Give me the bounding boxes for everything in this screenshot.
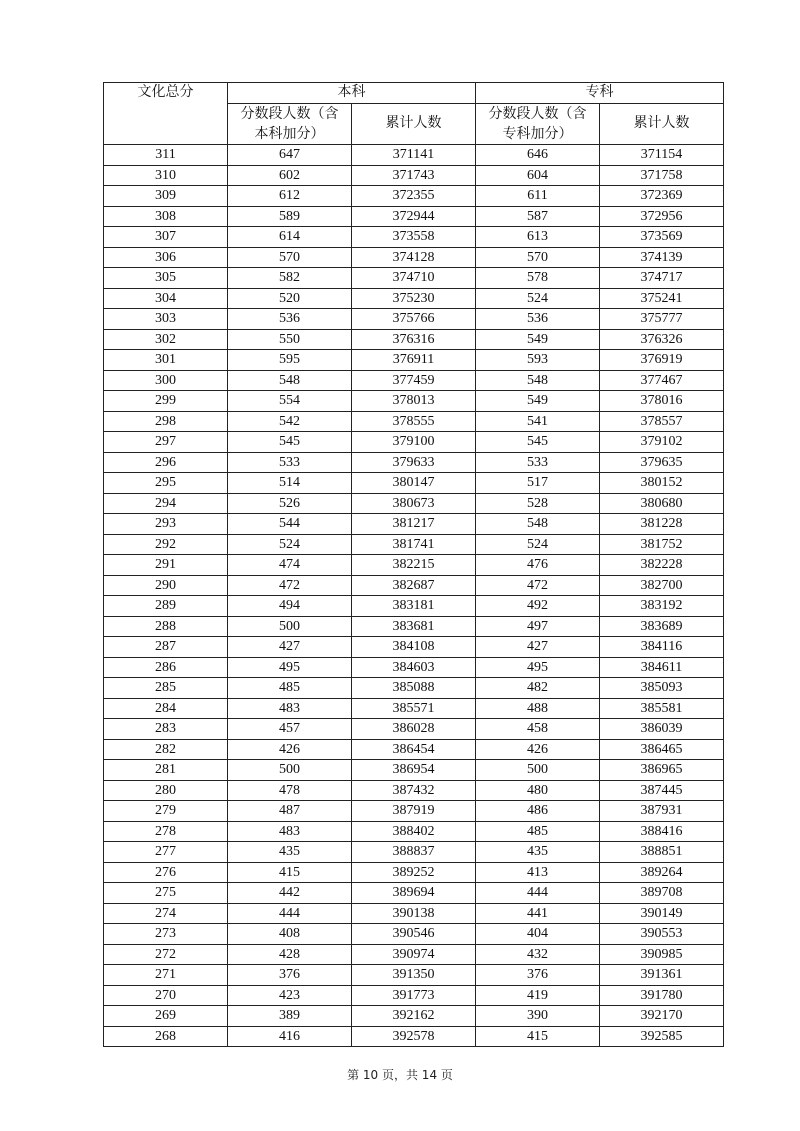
table-row: [104, 473, 724, 494]
zhuanke-count-cell: 497: [476, 616, 600, 637]
benke-cumulative-cell: 386954: [352, 760, 476, 781]
table-row: [104, 309, 724, 330]
benke-count-cell: 423: [228, 985, 352, 1006]
zhuanke-count-cell: 482: [476, 678, 600, 699]
zhuanke-cumulative-cell: 383689: [600, 616, 724, 637]
benke-count-cell: 526: [228, 493, 352, 514]
benke-cumulative-cell: 384603: [352, 657, 476, 678]
header-benke-count-label: 分数段人数（含本科加分）: [240, 105, 339, 142]
benke-count-cell: 483: [228, 821, 352, 842]
page-number: 第 10 页，共 14 页: [347, 1068, 453, 1082]
benke-count-cell: 520: [228, 288, 352, 309]
zhuanke-count-cell: 524: [476, 288, 600, 309]
table-row: [104, 944, 724, 965]
zhuanke-cumulative-cell: 383192: [600, 596, 724, 617]
zhuanke-cumulative-cell: 386039: [600, 719, 724, 740]
benke-cumulative-cell: 382687: [352, 575, 476, 596]
score-cell: 297: [104, 432, 228, 453]
table-row: [104, 452, 724, 473]
benke-count-cell: 533: [228, 452, 352, 473]
benke-cumulative-cell: 378013: [352, 391, 476, 412]
zhuanke-cumulative-cell: 385581: [600, 698, 724, 719]
score-cell: 290: [104, 575, 228, 596]
benke-cumulative-cell: 389694: [352, 883, 476, 904]
zhuanke-cumulative-cell: 390985: [600, 944, 724, 965]
score-cell: 294: [104, 493, 228, 514]
benke-count-cell: 426: [228, 739, 352, 760]
table-row: [104, 965, 724, 986]
table-row: [104, 678, 724, 699]
score-cell: 305: [104, 268, 228, 289]
zhuanke-count-cell: 545: [476, 432, 600, 453]
benke-cumulative-cell: 382215: [352, 555, 476, 576]
benke-count-cell: 494: [228, 596, 352, 617]
benke-cumulative-cell: 373558: [352, 227, 476, 248]
table-row: [104, 268, 724, 289]
zhuanke-count-cell: 486: [476, 801, 600, 822]
benke-cumulative-cell: 375230: [352, 288, 476, 309]
benke-cumulative-cell: 372944: [352, 206, 476, 227]
score-cell: 310: [104, 165, 228, 186]
table-row: [104, 165, 724, 186]
table-row: [104, 391, 724, 412]
score-cell: 295: [104, 473, 228, 494]
header-zhuanke-count: [476, 103, 600, 145]
table-row: [104, 534, 724, 555]
benke-cumulative-cell: 374128: [352, 247, 476, 268]
zhuanke-count-cell: 536: [476, 309, 600, 330]
table-row: [104, 1006, 724, 1027]
benke-count-cell: 483: [228, 698, 352, 719]
score-cell: 279: [104, 801, 228, 822]
benke-count-cell: 542: [228, 411, 352, 432]
zhuanke-cumulative-cell: 377467: [600, 370, 724, 391]
score-cell: 309: [104, 186, 228, 207]
benke-cumulative-cell: 376316: [352, 329, 476, 350]
zhuanke-cumulative-cell: 371758: [600, 165, 724, 186]
header-zhuanke-count-label: 分数段人数（含专科加分）: [488, 105, 587, 142]
benke-count-cell: 595: [228, 350, 352, 371]
score-cell: 308: [104, 206, 228, 227]
zhuanke-count-cell: 444: [476, 883, 600, 904]
table-row: [104, 903, 724, 924]
benke-cumulative-cell: 379100: [352, 432, 476, 453]
benke-cumulative-cell: 381217: [352, 514, 476, 535]
benke-count-cell: 487: [228, 801, 352, 822]
zhuanke-count-cell: 492: [476, 596, 600, 617]
benke-count-cell: 442: [228, 883, 352, 904]
benke-count-cell: 408: [228, 924, 352, 945]
zhuanke-cumulative-cell: 388851: [600, 842, 724, 863]
table-row: [104, 637, 724, 658]
zhuanke-cumulative-cell: 390149: [600, 903, 724, 924]
zhuanke-count-cell: 427: [476, 637, 600, 658]
benke-count-cell: 428: [228, 944, 352, 965]
table-row: [104, 370, 724, 391]
benke-count-cell: 457: [228, 719, 352, 740]
benke-cumulative-cell: 374710: [352, 268, 476, 289]
zhuanke-count-cell: 404: [476, 924, 600, 945]
zhuanke-count-cell: 604: [476, 165, 600, 186]
score-cell: 301: [104, 350, 228, 371]
score-cell: 304: [104, 288, 228, 309]
benke-count-cell: 472: [228, 575, 352, 596]
benke-count-cell: 500: [228, 760, 352, 781]
zhuanke-count-cell: 426: [476, 739, 600, 760]
zhuanke-count-cell: 646: [476, 145, 600, 166]
table-row: [104, 329, 724, 350]
zhuanke-cumulative-cell: 392170: [600, 1006, 724, 1027]
zhuanke-cumulative-cell: 386465: [600, 739, 724, 760]
table-row: [104, 760, 724, 781]
benke-count-cell: 570: [228, 247, 352, 268]
score-cell: 302: [104, 329, 228, 350]
benke-count-cell: 545: [228, 432, 352, 453]
zhuanke-count-cell: 472: [476, 575, 600, 596]
zhuanke-cumulative-cell: 372369: [600, 186, 724, 207]
zhuanke-cumulative-cell: 382700: [600, 575, 724, 596]
benke-cumulative-cell: 383681: [352, 616, 476, 637]
benke-count-cell: 485: [228, 678, 352, 699]
header-benke: 本科: [228, 83, 476, 104]
benke-count-cell: 435: [228, 842, 352, 863]
benke-cumulative-cell: 392162: [352, 1006, 476, 1027]
benke-cumulative-cell: 383181: [352, 596, 476, 617]
score-cell: 281: [104, 760, 228, 781]
table-row: [104, 432, 724, 453]
table-row: [104, 493, 724, 514]
zhuanke-count-cell: 587: [476, 206, 600, 227]
zhuanke-count-cell: 517: [476, 473, 600, 494]
benke-count-cell: 376: [228, 965, 352, 986]
benke-count-cell: 416: [228, 1026, 352, 1047]
zhuanke-count-cell: 376: [476, 965, 600, 986]
zhuanke-cumulative-cell: 388416: [600, 821, 724, 842]
zhuanke-cumulative-cell: 380680: [600, 493, 724, 514]
table-row: [104, 924, 724, 945]
benke-cumulative-cell: 391773: [352, 985, 476, 1006]
benke-cumulative-cell: 388402: [352, 821, 476, 842]
score-cell: 288: [104, 616, 228, 637]
zhuanke-count-cell: 611: [476, 186, 600, 207]
benke-cumulative-cell: 390546: [352, 924, 476, 945]
score-cell: 292: [104, 534, 228, 555]
table-row: [104, 596, 724, 617]
zhuanke-count-cell: 524: [476, 534, 600, 555]
zhuanke-cumulative-cell: 375777: [600, 309, 724, 330]
benke-cumulative-cell: 376911: [352, 350, 476, 371]
zhuanke-cumulative-cell: 375241: [600, 288, 724, 309]
benke-cumulative-cell: 385571: [352, 698, 476, 719]
table-row: [104, 719, 724, 740]
zhuanke-count-cell: 578: [476, 268, 600, 289]
score-cell: 284: [104, 698, 228, 719]
score-cell: 291: [104, 555, 228, 576]
benke-count-cell: 554: [228, 391, 352, 412]
table-row: [104, 247, 724, 268]
zhuanke-count-cell: 549: [476, 329, 600, 350]
zhuanke-count-cell: 432: [476, 944, 600, 965]
benke-cumulative-cell: 387432: [352, 780, 476, 801]
benke-count-cell: 647: [228, 145, 352, 166]
zhuanke-cumulative-cell: 387445: [600, 780, 724, 801]
zhuanke-count-cell: 413: [476, 862, 600, 883]
zhuanke-cumulative-cell: 382228: [600, 555, 724, 576]
header-total-score: 文化总分: [104, 83, 228, 145]
score-cell: 270: [104, 985, 228, 1006]
zhuanke-cumulative-cell: 389264: [600, 862, 724, 883]
benke-count-cell: 415: [228, 862, 352, 883]
zhuanke-cumulative-cell: 374717: [600, 268, 724, 289]
benke-count-cell: 474: [228, 555, 352, 576]
table-row: [104, 801, 724, 822]
zhuanke-cumulative-cell: 380152: [600, 473, 724, 494]
zhuanke-count-cell: 500: [476, 760, 600, 781]
score-cell: 278: [104, 821, 228, 842]
benke-cumulative-cell: 388837: [352, 842, 476, 863]
benke-cumulative-cell: 387919: [352, 801, 476, 822]
table-row: [104, 739, 724, 760]
score-cell: 306: [104, 247, 228, 268]
benke-cumulative-cell: 389252: [352, 862, 476, 883]
table-body: [104, 145, 724, 1047]
zhuanke-count-cell: 441: [476, 903, 600, 924]
benke-count-cell: 495: [228, 657, 352, 678]
score-cell: 307: [104, 227, 228, 248]
benke-cumulative-cell: 379633: [352, 452, 476, 473]
benke-cumulative-cell: 380673: [352, 493, 476, 514]
benke-count-cell: 582: [228, 268, 352, 289]
table-row: [104, 862, 724, 883]
benke-count-cell: 478: [228, 780, 352, 801]
benke-cumulative-cell: 385088: [352, 678, 476, 699]
zhuanke-cumulative-cell: 390553: [600, 924, 724, 945]
zhuanke-cumulative-cell: 381752: [600, 534, 724, 555]
benke-cumulative-cell: 392578: [352, 1026, 476, 1047]
benke-count-cell: 602: [228, 165, 352, 186]
benke-cumulative-cell: 390138: [352, 903, 476, 924]
header-benke-count: [228, 103, 352, 145]
score-cell: 287: [104, 637, 228, 658]
benke-cumulative-cell: 386454: [352, 739, 476, 760]
benke-count-cell: 514: [228, 473, 352, 494]
score-cell: 311: [104, 145, 228, 166]
score-cell: 275: [104, 883, 228, 904]
zhuanke-cumulative-cell: 371154: [600, 145, 724, 166]
score-cell: 299: [104, 391, 228, 412]
zhuanke-cumulative-cell: 386965: [600, 760, 724, 781]
zhuanke-count-cell: 548: [476, 514, 600, 535]
benke-count-cell: 500: [228, 616, 352, 637]
zhuanke-count-cell: 485: [476, 821, 600, 842]
score-cell: 300: [104, 370, 228, 391]
zhuanke-cumulative-cell: 379102: [600, 432, 724, 453]
table-row: [104, 206, 724, 227]
zhuanke-cumulative-cell: 392585: [600, 1026, 724, 1047]
benke-cumulative-cell: 371743: [352, 165, 476, 186]
zhuanke-count-cell: 548: [476, 370, 600, 391]
table-row: [104, 575, 724, 596]
benke-count-cell: 548: [228, 370, 352, 391]
benke-cumulative-cell: 380147: [352, 473, 476, 494]
zhuanke-cumulative-cell: 379635: [600, 452, 724, 473]
table-row: [104, 145, 724, 166]
table-row: [104, 985, 724, 1006]
benke-cumulative-cell: 378555: [352, 411, 476, 432]
benke-cumulative-cell: 391350: [352, 965, 476, 986]
benke-count-cell: 444: [228, 903, 352, 924]
score-cell: 303: [104, 309, 228, 330]
benke-count-cell: 544: [228, 514, 352, 535]
benke-cumulative-cell: 372355: [352, 186, 476, 207]
table-row: [104, 821, 724, 842]
zhuanke-count-cell: 541: [476, 411, 600, 432]
table-row: [104, 1026, 724, 1047]
table-row: [104, 288, 724, 309]
zhuanke-count-cell: 488: [476, 698, 600, 719]
zhuanke-count-cell: 458: [476, 719, 600, 740]
score-cell: 271: [104, 965, 228, 986]
table-row: [104, 780, 724, 801]
score-cell: 285: [104, 678, 228, 699]
zhuanke-count-cell: 613: [476, 227, 600, 248]
score-cell: 298: [104, 411, 228, 432]
zhuanke-count-cell: 390: [476, 1006, 600, 1027]
header-benke-cumulative: 累计人数: [352, 103, 476, 145]
benke-count-cell: 550: [228, 329, 352, 350]
score-cell: 293: [104, 514, 228, 535]
score-cell: 283: [104, 719, 228, 740]
score-cell: 282: [104, 739, 228, 760]
zhuanke-count-cell: 533: [476, 452, 600, 473]
zhuanke-count-cell: 528: [476, 493, 600, 514]
score-cell: 274: [104, 903, 228, 924]
benke-cumulative-cell: 384108: [352, 637, 476, 658]
score-cell: 286: [104, 657, 228, 678]
score-cell: 289: [104, 596, 228, 617]
zhuanke-cumulative-cell: 376326: [600, 329, 724, 350]
benke-count-cell: 612: [228, 186, 352, 207]
table-row: [104, 514, 724, 535]
score-cell: 277: [104, 842, 228, 863]
zhuanke-count-cell: 476: [476, 555, 600, 576]
zhuanke-count-cell: 549: [476, 391, 600, 412]
table-row: [104, 411, 724, 432]
table-row: [104, 883, 724, 904]
score-cell: 273: [104, 924, 228, 945]
zhuanke-cumulative-cell: 376919: [600, 350, 724, 371]
table-row: [104, 186, 724, 207]
zhuanke-cumulative-cell: 374139: [600, 247, 724, 268]
table-row: [104, 657, 724, 678]
zhuanke-cumulative-cell: 381228: [600, 514, 724, 535]
zhuanke-cumulative-cell: 372956: [600, 206, 724, 227]
score-cell: 269: [104, 1006, 228, 1027]
table-row: [104, 227, 724, 248]
score-cell: 276: [104, 862, 228, 883]
header-zhuanke: 专科: [476, 83, 724, 104]
zhuanke-count-cell: 419: [476, 985, 600, 1006]
table-row: [104, 842, 724, 863]
zhuanke-count-cell: 593: [476, 350, 600, 371]
zhuanke-count-cell: 495: [476, 657, 600, 678]
benke-count-cell: 427: [228, 637, 352, 658]
benke-cumulative-cell: 371141: [352, 145, 476, 166]
zhuanke-cumulative-cell: 387931: [600, 801, 724, 822]
zhuanke-cumulative-cell: 384116: [600, 637, 724, 658]
benke-count-cell: 389: [228, 1006, 352, 1027]
benke-count-cell: 536: [228, 309, 352, 330]
zhuanke-count-cell: 570: [476, 247, 600, 268]
score-cell: 296: [104, 452, 228, 473]
benke-count-cell: 524: [228, 534, 352, 555]
benke-cumulative-cell: 390974: [352, 944, 476, 965]
zhuanke-cumulative-cell: 378016: [600, 391, 724, 412]
benke-count-cell: 614: [228, 227, 352, 248]
zhuanke-cumulative-cell: 385093: [600, 678, 724, 699]
zhuanke-cumulative-cell: 378557: [600, 411, 724, 432]
zhuanke-cumulative-cell: 389708: [600, 883, 724, 904]
zhuanke-count-cell: 435: [476, 842, 600, 863]
table-row: [104, 698, 724, 719]
table-row: [104, 350, 724, 371]
benke-cumulative-cell: 381741: [352, 534, 476, 555]
table-row: [104, 616, 724, 637]
zhuanke-cumulative-cell: 373569: [600, 227, 724, 248]
score-cell: 272: [104, 944, 228, 965]
score-table: [103, 82, 724, 1047]
zhuanke-cumulative-cell: 391361: [600, 965, 724, 986]
benke-cumulative-cell: 375766: [352, 309, 476, 330]
zhuanke-cumulative-cell: 384611: [600, 657, 724, 678]
table-row: [104, 555, 724, 576]
zhuanke-count-cell: 415: [476, 1026, 600, 1047]
header-zhuanke-cumulative: 累计人数: [600, 103, 724, 145]
benke-cumulative-cell: 377459: [352, 370, 476, 391]
benke-cumulative-cell: 386028: [352, 719, 476, 740]
benke-count-cell: 589: [228, 206, 352, 227]
score-cell: 280: [104, 780, 228, 801]
zhuanke-count-cell: 480: [476, 780, 600, 801]
score-distribution-sheet: [103, 82, 723, 1047]
zhuanke-cumulative-cell: 391780: [600, 985, 724, 1006]
score-cell: 268: [104, 1026, 228, 1047]
